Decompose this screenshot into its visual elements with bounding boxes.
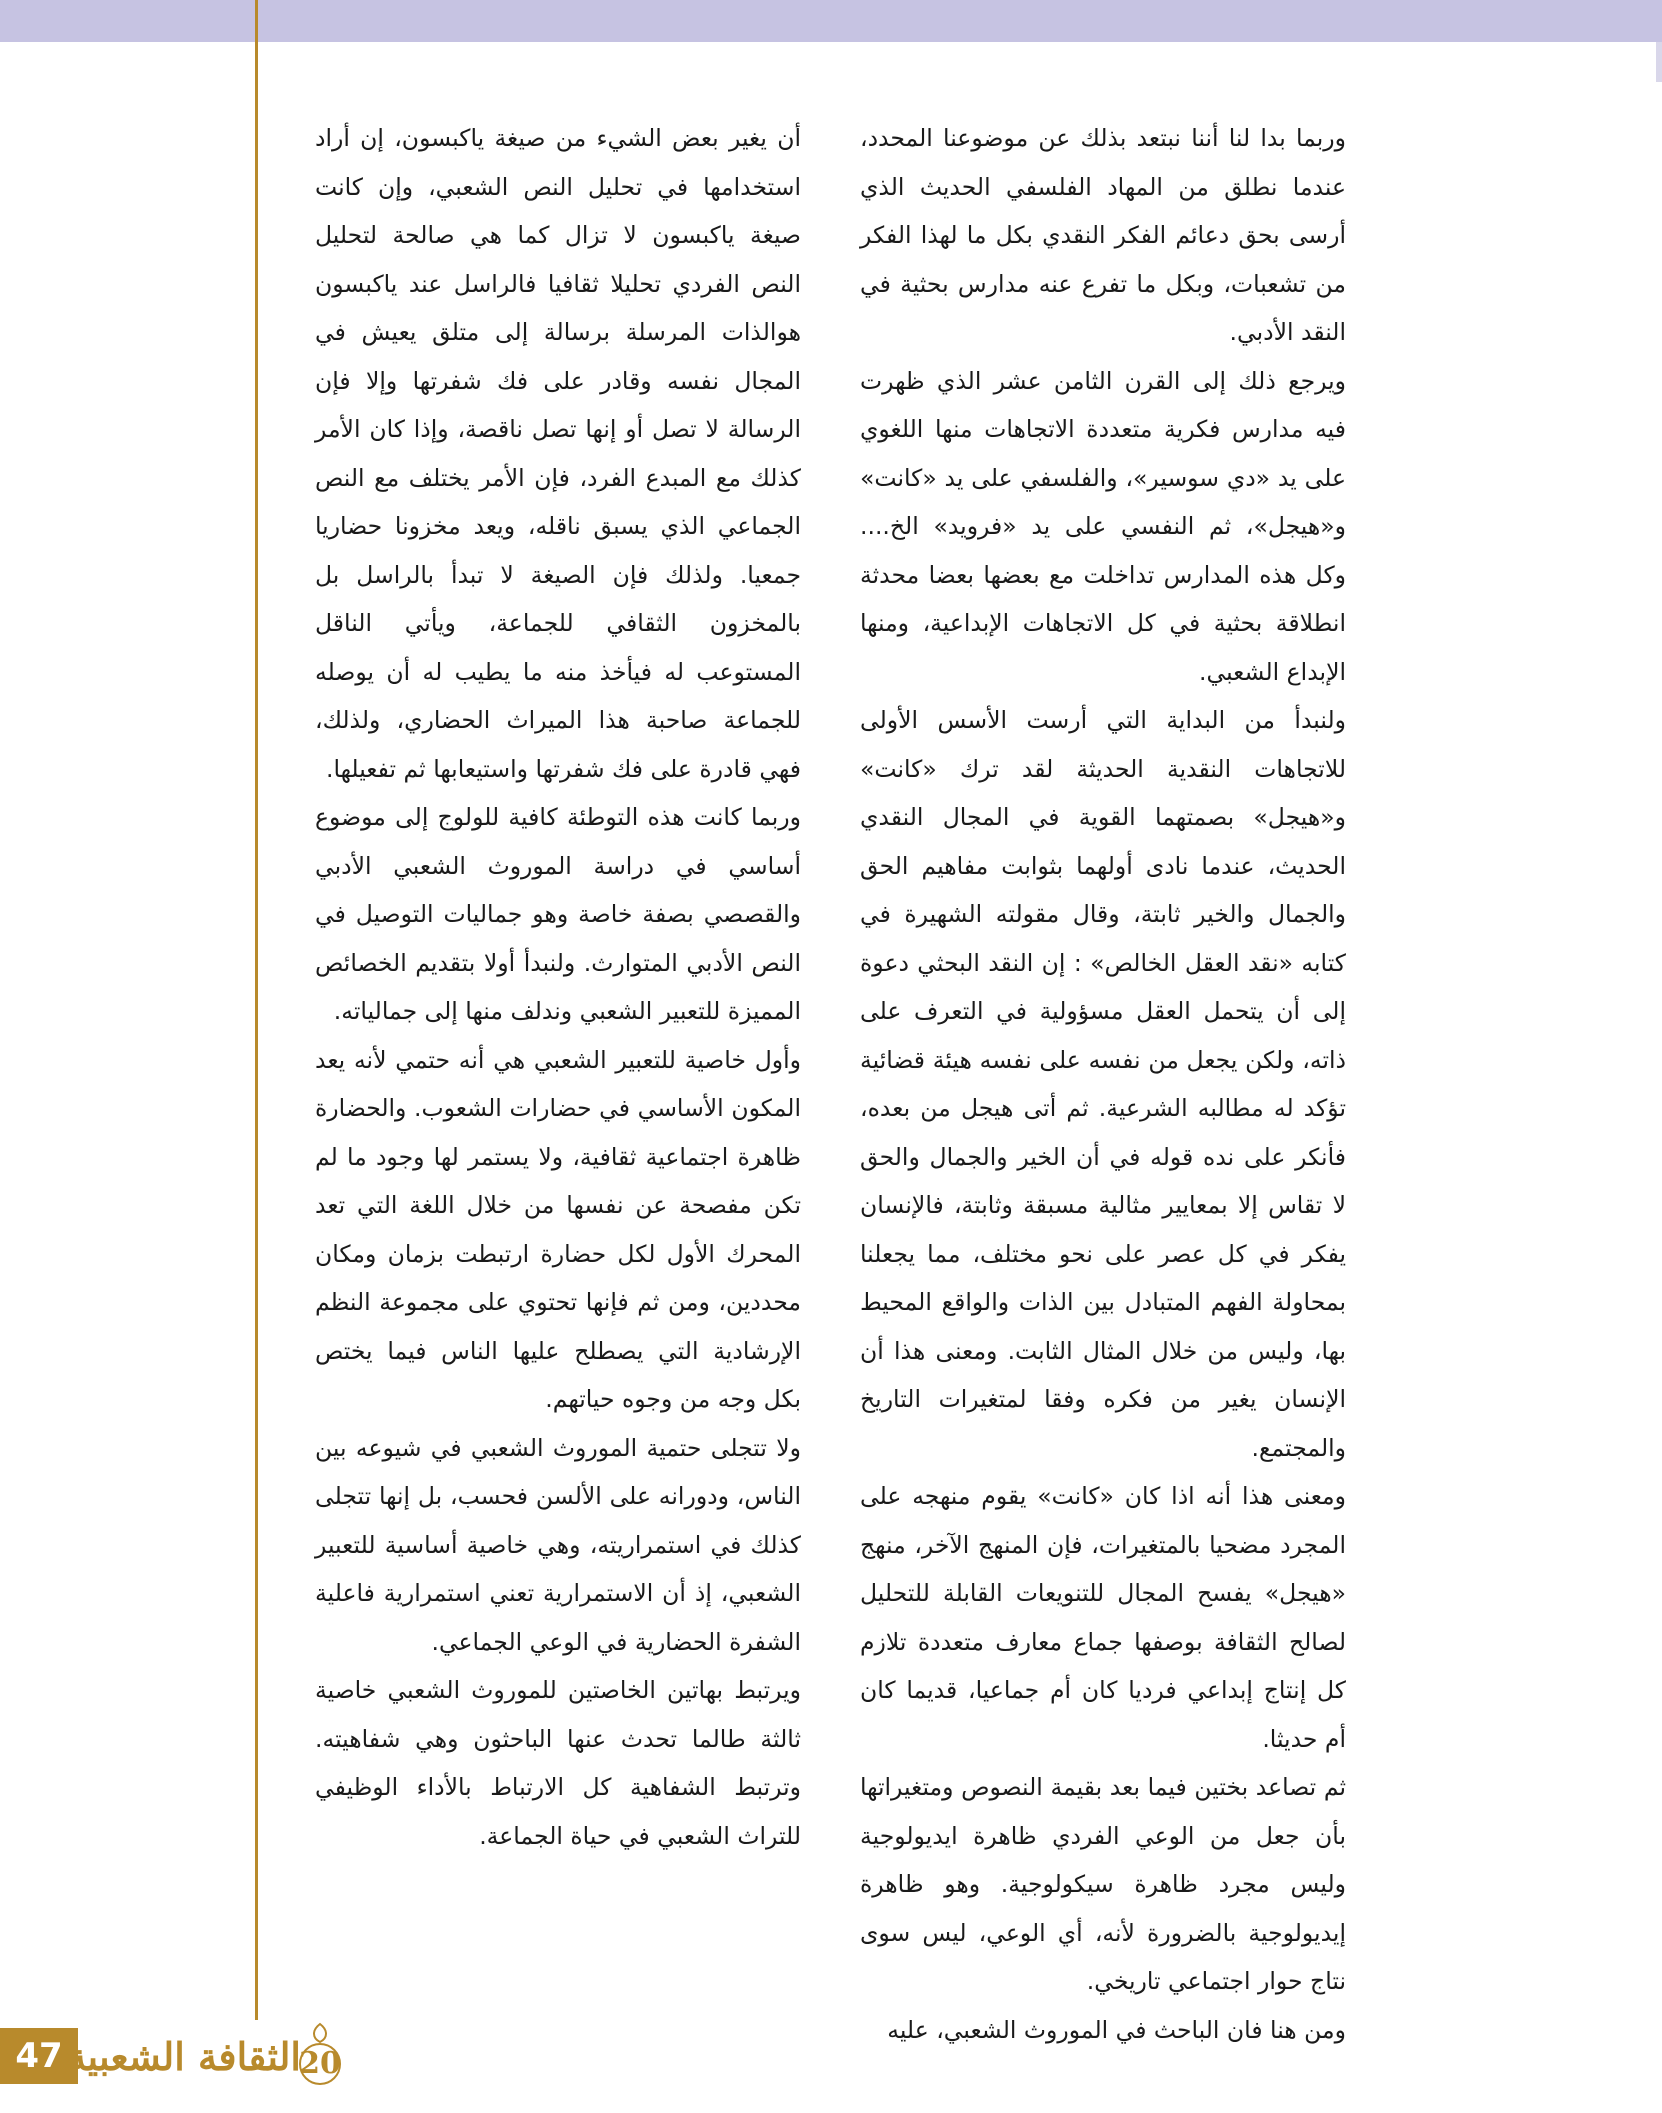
paragraph: ثم تصاعد بختين فيما بعد بقيمة النصوص ومتغيراتها بأن جعل من الوعي الفردي ظاهرة ايديولوجية وليس مجرد ظاهرة سيكولوجية. وهو ظاهرة إيديولوجية بالضرورة لأنه، أي الوعي، ليس سوى نتاج حوار اجتماعي تاريخي. — [860, 1773, 1346, 1995]
paragraph: ومعنى هذا أنه اذا كان «كانت» يقوم منهجه على المجرد مضحيا بالمتغيرات، فإن المنهج الآخر، منهج «هيجل» يفسح المجال للتنويعات القابلة للتحليل لصالح الثقافة بوصفها جماع معارف متعددة تلازم كل إنتاج إبداعي فرديا كان أم جماعيا، قديما كان أم حديثا. — [860, 1482, 1346, 1753]
paragraph: وربما كانت هذه التوطئة كافية للولوج إلى موضوع أساسي في دراسة الموروث الشعبي الأدبي والقصصي بصفة خاصة وهو جماليات التوصيل في النص الأدبي المتوارث. ولنبدأ أولا بتقديم الخصائص المميزة للتعبير الشعبي وندلف منها إلى جمالياته. — [315, 803, 801, 1025]
magazine-logo: الثقافة الشعبية — [67, 2034, 301, 2079]
paragraph: وربما بدا لنا أننا نبتعد بذلك عن موضوعنا المحدد، عندما نطلق من المهاد الفلسفي الحديث الذي أرسى بحق دعائم الفكر النقدي بكل ما لهذا الفكر من تشعبات، وبكل ما تفرع عنه مدارس بحثية في النقد الأدبي. — [860, 124, 1346, 346]
issue-number: 20 — [299, 2046, 341, 2081]
page-number: 47 — [0, 2028, 78, 2084]
paragraph: وأول خاصية للتعبير الشعبي هي أنه حتمي لأنه يعد المكون الأساسي في حضارات الشعوب. والحضارة ظاهرة اجتماعية ثقافية، ولا يستمر لها وجود ما لم تكن مفصحة عن نفسها من خلال اللغة التي تعد المحرك الأول لكل حضارة ارتبطت بزمان ومكان محددين، ومن ثم فإنها تحتوي على مجموعة النظم الإرشادية التي يصطلح عليها الناس فيما يختص بكل وجه من وجوه حياتهم. — [315, 1045, 801, 1413]
paragraph: ويرتبط بهاتين الخاصتين للموروث الشعبي خاصية ثالثة طالما تحدث عنها الباحثون وهي شفاهيته. وترتبط الشفاهية كل الارتباط بالأداء الوظيفي للتراث الشعبي في حياة الجماعة. — [315, 1676, 801, 1850]
header-band — [0, 0, 1662, 42]
article-column-left — [315, 114, 801, 1954]
paragraph: ولا تتجلى حتمية الموروث الشعبي في شيوعه بين الناس، ودورانه على الألسن فحسب، بل إنها تتجلى كذلك في استمراريته، وهي خاصية أساسية للتعبير الشعبي، إذ أن الاستمرارية تعني استمرارية فاعلية الشفرة الحضارية في الوعي الجماعي. — [315, 1433, 801, 1656]
article-column-right — [860, 114, 1346, 2044]
paragraph: ويرجع ذلك إلى القرن الثامن عشر الذي ظهرت فيه مدارس فكرية متعددة الاتجاهات منها اللغوي على يد «دي سوسير»، والفلسفي على يد «كانت» و«هيجل»، ثم النفسي على يد «فرويد» الخ.... وكل هذه المدارس تداخلت مع بعضها بعضا محدثة انطلاقة بحثية في كل الاتجاهات الإبداعية، ومنها الإبداع الشعبي. — [860, 366, 1346, 686]
paragraph: أن يغير بعض الشيء من صيغة ياكبسون، إن أراد استخدامها في تحليل النص الشعبي، وإن كانت صيغة ياكبسون لا تزال كما هي صالحة لتحليل النص الفردي تحليلا ثقافيا فالراسل عند ياكبسون هوالذات المرسلة برسالة إلى متلق يعيش في المجال نفسه وقادر على فك شفرتها وإلا فإن الرسالة لا تصل أو إنها تصل ناقصة، وإذا كان الأمر كذلك مع المبدع الفرد، فإن الأمر يختلف مع النص الجماعي الذي يسبق ناقله، ويعد مخزونا حضاريا جمعيا. ولذلك فإن الصيغة لا تبدأ بالراسل بل بالمخزون الثقافي للجماعة، ويأتي الناقل المستوعب له فيأخذ منه ما يطيب له أن يوصله للجماعة صاحبة هذا الميراث الحضاري، ولذلك، فهي قادرة على فك شفرتها واستيعابها ثم تفعيلها. — [315, 124, 801, 783]
edge-tab — [1656, 42, 1662, 82]
margin-rule — [255, 0, 258, 2020]
paragraph: ولنبدأ من البداية التي أرست الأسس الأولى للاتجاهات النقدية الحديثة لقد ترك «كانت» و«هيجل» بصمتهما القوية في المجال النقدي الحديث، عندما نادى أولهما بثوابت مفاهيم الحق والجمال والخير ثابتة، وقال مقولته الشهيرة في كتابه «نقد العقل الخالص» : إن النقد البحثي دعوة إلى أن يتحمل العقل مسؤولية في التعرف على ذاته، ولكن يجعل من نفسه على نفسه هيئة قضائية تؤكد له مطالبه الشرعية. ثم أتى هيجل من بعده، فأنكر على نده قوله في أن الخير والجمال والحق لا تقاس إلا بمعايير مثالية مسبقة وثابتة، فالإنسان يفكر في كل عصر على نحو مختلف، مما يجعلنا بمحاولة الفهم المتبادل بين الذات والواقع المحيط بها، وليس من خلال المثال الثابت. ومعنى هذا أن الإنسان يغير من فكره وفقا لمتغيرات التاريخ والمجتمع. — [860, 706, 1346, 1462]
paragraph: ومن هنا فان الباحث في الموروث الشعبي، عليه — [887, 2015, 1346, 2044]
